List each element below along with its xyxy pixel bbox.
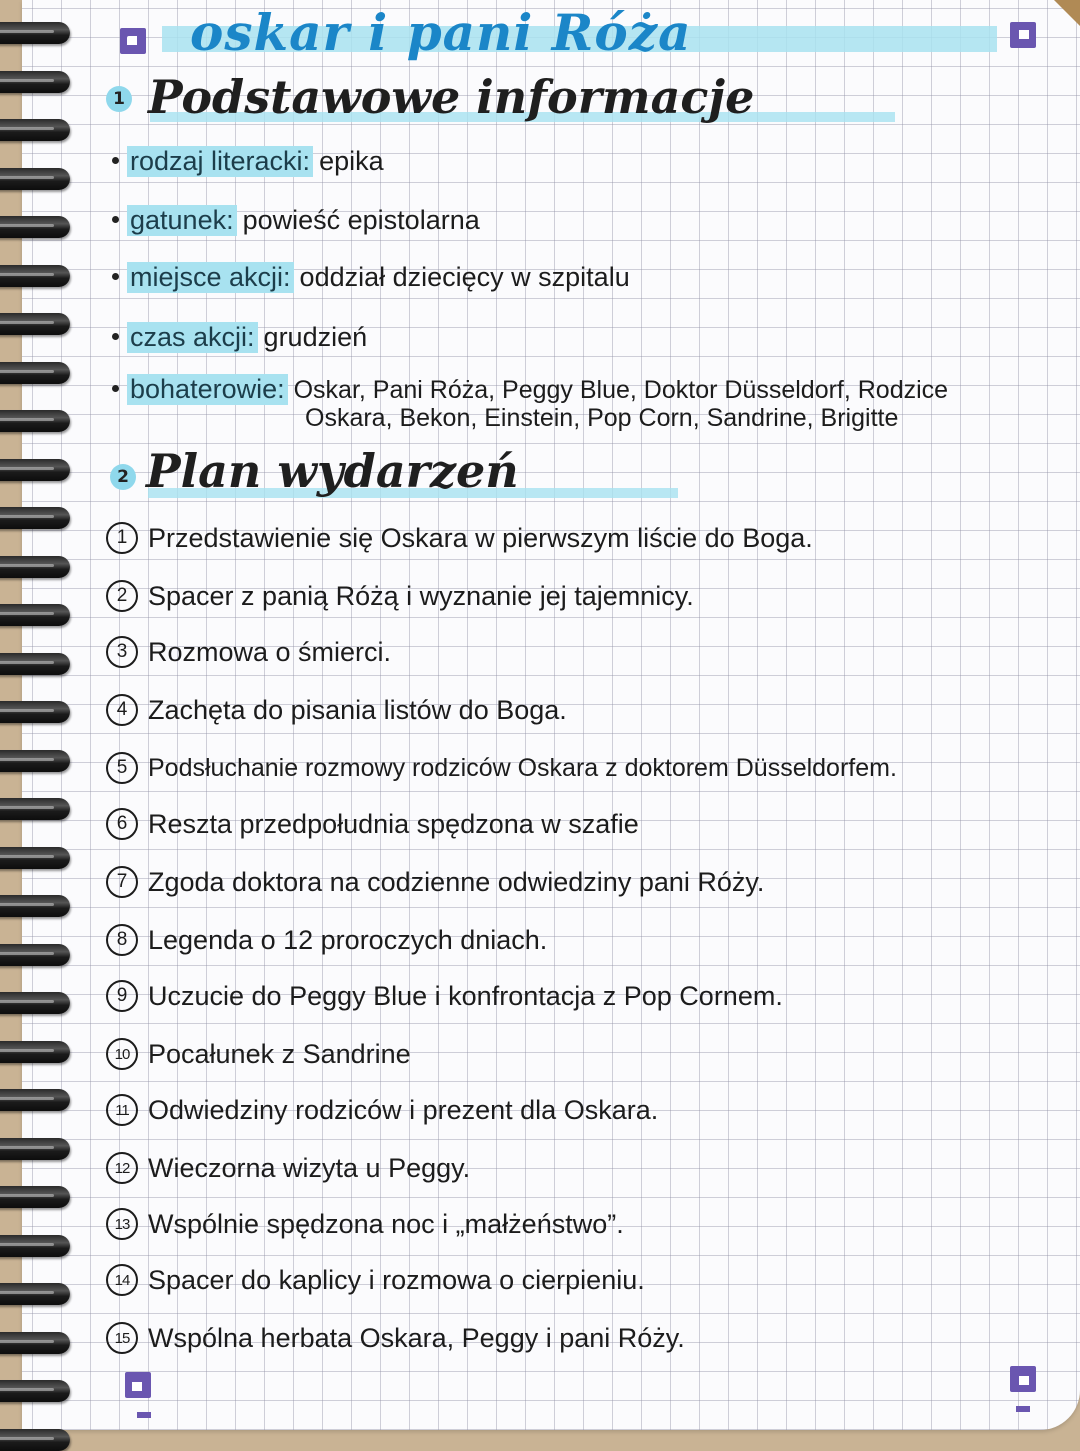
event-item <box>106 752 897 784</box>
event-number-circle: 15 <box>106 1322 138 1354</box>
spiral-binding <box>0 0 80 1448</box>
section-title: Podstawowe informacje <box>148 70 755 124</box>
corner-mark-bottom-right-icon <box>1010 1366 1036 1392</box>
spiral-coil <box>0 653 70 675</box>
bullet-icon <box>112 273 119 280</box>
event-item <box>106 1152 470 1184</box>
section-number-badge: 2 <box>110 464 136 490</box>
spiral-coil <box>0 119 70 141</box>
event-number-circle: 7 <box>106 866 138 898</box>
bullet-icon <box>112 157 119 164</box>
event-number-circle: 13 <box>106 1208 138 1240</box>
event-item <box>106 808 639 840</box>
info-label: gatunek: <box>127 205 237 236</box>
event-text: Wieczorna wizyta u Peggy. <box>148 1152 471 1183</box>
corner-mark-bottom-left-icon <box>125 1372 151 1398</box>
event-item <box>106 636 391 668</box>
spiral-coil <box>0 944 70 966</box>
info-value: Oskar, Pani Róża, Peggy Blue, Doktor Düsseldorf, Rodzice <box>293 376 949 404</box>
corner-mark-top-left-icon <box>120 28 146 54</box>
event-number-circle: 1 <box>106 522 138 554</box>
spiral-coil <box>0 604 70 626</box>
info-item <box>112 205 480 236</box>
page-title: oskar i pani Róża <box>190 3 692 62</box>
info-value: epika <box>319 146 384 176</box>
event-text: Spacer z panią Różą i wyznanie jej tajemnicy. <box>148 580 694 611</box>
info-value: oddział dziecięcy w szpitalu <box>299 262 630 292</box>
info-label: miejsce akcji: <box>127 262 294 293</box>
event-text: Zachęta do pisania listów do Boga. <box>148 694 567 725</box>
event-number-circle: 12 <box>106 1152 138 1184</box>
event-text: Przedstawienie się Oskara w pierwszym liście do Boga. <box>148 522 813 553</box>
spiral-coil <box>0 168 70 190</box>
event-item <box>106 1038 411 1070</box>
spiral-coil <box>0 1429 70 1451</box>
spiral-coil <box>0 701 70 723</box>
spiral-coil <box>0 1186 70 1208</box>
spiral-coil <box>0 1089 70 1111</box>
spiral-coil <box>0 992 70 1014</box>
bullet-icon <box>112 385 119 392</box>
event-item <box>106 924 547 956</box>
spiral-coil <box>0 22 70 44</box>
event-text: Uczucie do Peggy Blue i konfrontacja z Pop Cornem. <box>148 980 783 1011</box>
spiral-coil <box>0 750 70 772</box>
info-item <box>112 262 630 293</box>
info-item <box>112 322 367 353</box>
spiral-coil <box>0 1380 70 1402</box>
spiral-coil <box>0 362 70 384</box>
spiral-coil <box>0 1283 70 1305</box>
bullet-icon <box>112 216 119 223</box>
info-value: powieść epistolarna <box>242 205 480 235</box>
spiral-coil <box>0 313 70 335</box>
section-number-badge: 1 <box>106 86 132 112</box>
spiral-coil <box>0 798 70 820</box>
event-text: Pocałunek z Sandrine <box>148 1038 411 1069</box>
event-item <box>106 1264 645 1296</box>
page-fold-corner <box>1054 0 1080 26</box>
event-text: Legenda o 12 proroczych dniach. <box>148 924 548 955</box>
spiral-coil <box>0 507 70 529</box>
event-item <box>106 1094 658 1126</box>
spiral-coil <box>0 556 70 578</box>
event-number-circle: 2 <box>106 580 138 612</box>
event-item <box>106 1208 624 1240</box>
event-text: Reszta przedpołudnia spędzona w szafie <box>148 808 639 839</box>
bullet-icon <box>112 333 119 340</box>
event-number-circle: 11 <box>106 1094 138 1126</box>
event-text: Podsłuchanie rozmowy rodziców Oskara z doktorem Düsseldorfem. <box>148 753 897 782</box>
spiral-coil <box>0 1138 70 1160</box>
spiral-coil <box>0 71 70 93</box>
spiral-coil <box>0 1041 70 1063</box>
info-label: bohaterowie: <box>127 374 288 405</box>
event-number-circle: 9 <box>106 980 138 1012</box>
info-value-continued: Oskara, Bekon, Einstein, Pop Corn, Sandrine, Brigitte <box>305 404 899 432</box>
corner-mark-dash-left <box>137 1412 151 1418</box>
event-number-circle: 5 <box>106 752 138 784</box>
spiral-coil <box>0 216 70 238</box>
event-number-circle: 6 <box>106 808 138 840</box>
info-value: grudzień <box>263 322 368 352</box>
event-number-circle: 3 <box>106 636 138 668</box>
event-number-circle: 4 <box>106 694 138 726</box>
spiral-coil <box>0 847 70 869</box>
spiral-coil <box>0 410 70 432</box>
spiral-coil <box>0 895 70 917</box>
corner-mark-dash-right <box>1016 1406 1030 1412</box>
event-text: Spacer do kaplicy i rozmowa o cierpieniu. <box>148 1264 645 1295</box>
corner-mark-top-right-icon <box>1010 22 1036 48</box>
info-label: rodzaj literacki: <box>127 146 313 177</box>
spiral-coil <box>0 1235 70 1257</box>
event-text: Zgoda doktora na codzienne odwiedziny pani Róży. <box>148 866 765 897</box>
event-text: Odwiedziny rodziców i prezent dla Oskara. <box>148 1094 659 1125</box>
event-item <box>106 1322 685 1354</box>
info-item <box>112 374 948 405</box>
event-number-circle: 10 <box>106 1038 138 1070</box>
event-number-circle: 8 <box>106 924 138 956</box>
event-text: Wspólnie spędzona noc i „małżeństwo”. <box>148 1208 624 1239</box>
event-text: Rozmowa o śmierci. <box>148 636 392 667</box>
event-text: Wspólna herbata Oskara, Peggy i pani Róży. <box>148 1322 685 1353</box>
spiral-coil <box>0 459 70 481</box>
event-item <box>106 866 764 898</box>
event-item <box>106 580 694 612</box>
event-number-circle: 14 <box>106 1264 138 1296</box>
info-label: czas akcji: <box>127 322 258 353</box>
spiral-coil <box>0 265 70 287</box>
event-item <box>106 522 813 554</box>
info-item <box>112 146 384 177</box>
event-item <box>106 694 567 726</box>
event-item <box>106 980 783 1012</box>
section-title: Plan wydarzeń <box>146 444 519 498</box>
spiral-coil <box>0 1332 70 1354</box>
